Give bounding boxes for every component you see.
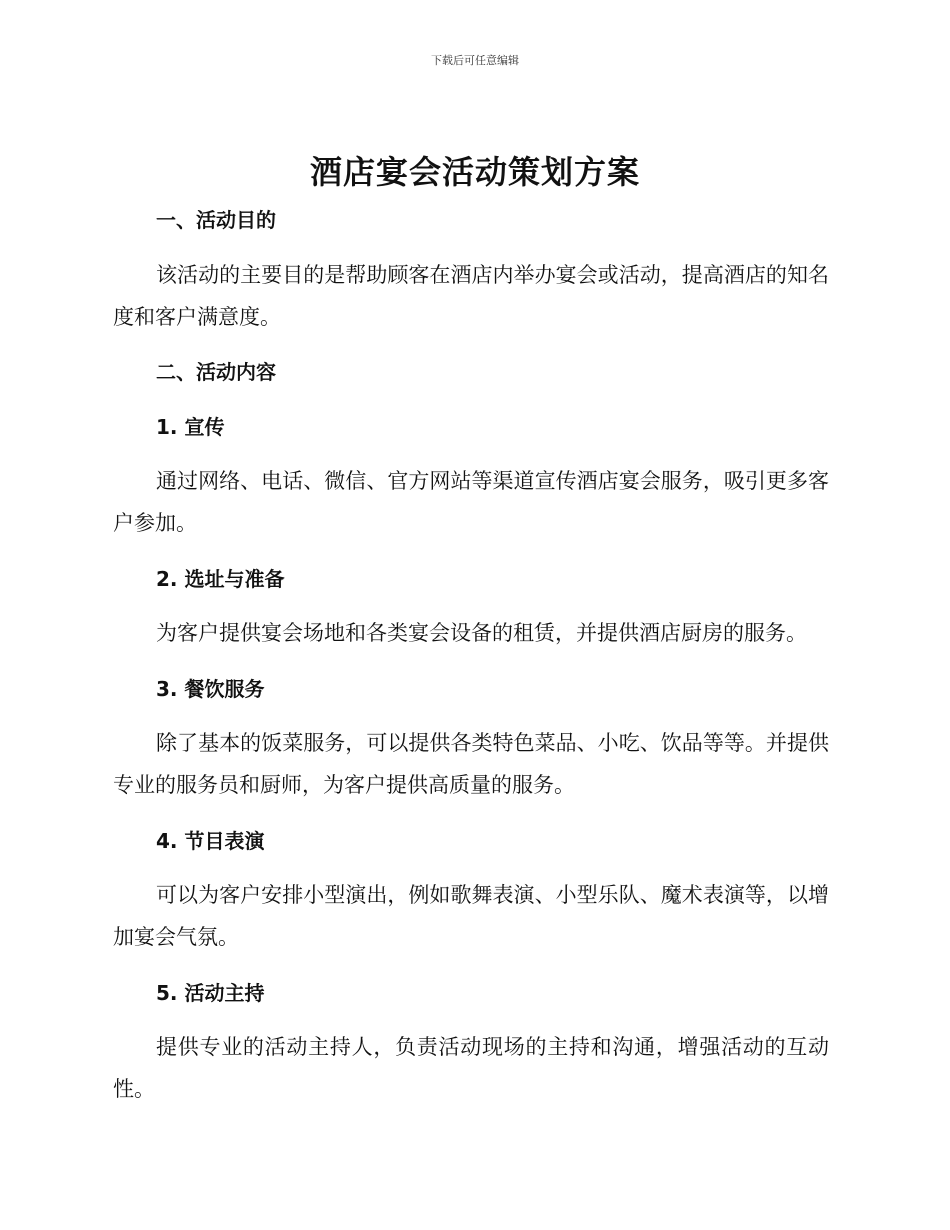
item-heading-promotion: 1. 宣传 [156,415,225,439]
section-heading-content: 二、活动内容 [156,360,276,384]
paragraph-purpose: 该活动的主要目的是帮助顾客在酒店内举办宴会或活动，提高酒店的知名度和客户满意度。 [113,263,829,329]
header-note: 下载后可任意编辑 [431,54,519,67]
item-heading-host: 5. 活动主持 [156,981,265,1005]
item-heading-venue: 2. 选址与准备 [156,567,285,591]
section-heading-purpose: 一、活动目的 [156,208,276,232]
item-heading-catering: 3. 餐饮服务 [156,677,265,701]
paragraph-performance: 可以为客户安排小型演出，例如歌舞表演、小型乐队、魔术表演等，以增加宴会气氛。 [113,883,829,949]
paragraph-promotion: 通过网络、电话、微信、官方网站等渠道宣传酒店宴会服务，吸引更多客户参加。 [113,469,829,535]
paragraph-host: 提供专业的活动主持人，负责活动现场的主持和沟通，增强活动的互动性。 [113,1035,829,1101]
document-title: 酒店宴会活动策划方案 [309,153,640,191]
paragraph-catering: 除了基本的饭菜服务，可以提供各类特色菜品、小吃、饮品等等。并提供专业的服务员和厨师，为客户提供高质量的服务。 [113,731,829,797]
item-heading-performance: 4. 节目表演 [156,829,265,853]
paragraph-venue: 为客户提供宴会场地和各类宴会设备的租赁，并提供酒店厨房的服务。 [156,621,807,645]
